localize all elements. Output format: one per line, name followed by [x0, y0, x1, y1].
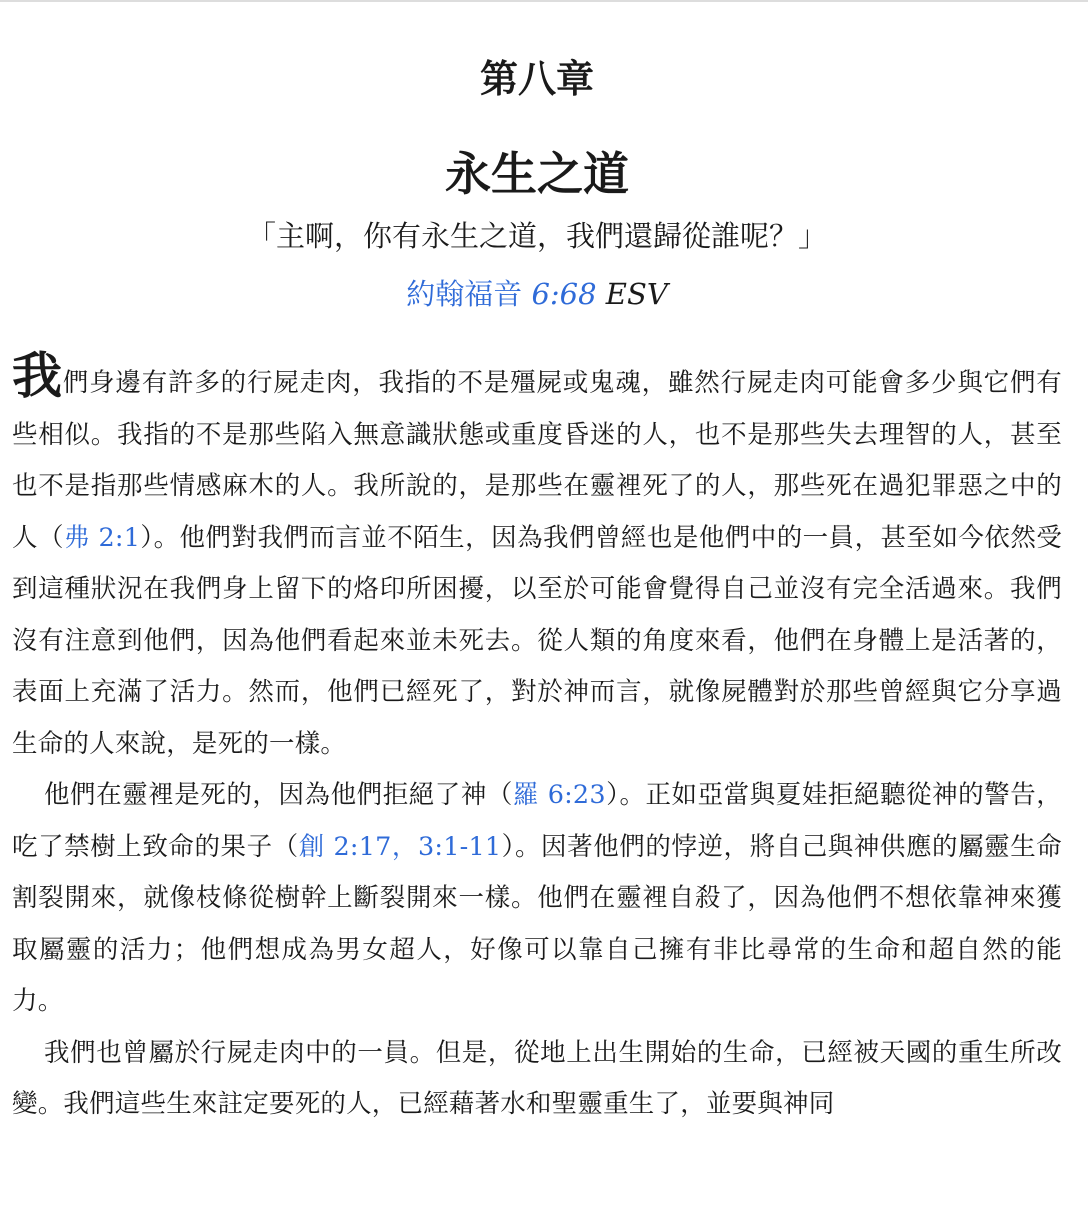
- citation-version: ESV: [605, 277, 668, 311]
- paragraph-1: [12, 347, 1063, 770]
- chapter-heading: 第八章: [479, 57, 594, 101]
- paragraph-3: 我們也曾屬於行屍走肉中的一員。但是，從地上出生開始的生命，已經被天國的重生所改變。我們這些生來註定要死的人，已經藉著水和聖靈重生了，並要與神同: [12, 1037, 1062, 1119]
- scripture-link-rom[interactable]: [513, 780, 606, 810]
- scripture-link-gen[interactable]: [299, 832, 392, 862]
- scripture-link-eph-verse: 2:1: [98, 522, 141, 553]
- citation-ref-link[interactable]: 6:68: [531, 277, 597, 311]
- paragraph-1-text-a: 們身邊有許多的行屍走肉，我指的不是殭屍或鬼魂，雖然行屍走肉可能會多少與它們有些相似。我指的不是那些陷入無意識狀態或重度昏迷的人，也不是那些失去理智的人，甚至也不是指那些情感麻木的人。我所說的，是那些在靈裡死了的人，那些死在過犯罪惡之中的人（: [12, 368, 1062, 553]
- paragraph-2-text-b: ）。正如亞當與夏娃拒絕聽從神的警告，吃了禁樹上致命的果子（: [12, 780, 1062, 862]
- citation-book-link[interactable]: 約翰福音: [406, 277, 523, 311]
- scripture-link-sep: ，: [391, 831, 418, 862]
- page: [12, 0, 1062, 1131]
- chapter-title: 永生之道: [445, 147, 629, 201]
- drop-cap: 我: [12, 347, 63, 405]
- scripture-link-eph[interactable]: [64, 523, 140, 553]
- paragraph-2-text-c: ）。因著他們的悖逆，將自己與神供應的屬靈生命割裂開來，就像枝條從樹幹上斷裂開來一樣。他們在靈裡自殺了，因為他們不想依靠神來獲取屬靈的活力；他們想成為男女超人，好像可以靠自己擁有非比尋常的生命和超自然的能力。: [12, 831, 1063, 1016]
- scripture-link-gen-2[interactable]: 3:1-11: [418, 831, 502, 862]
- scripture-link-gen-book: 創: [298, 831, 325, 862]
- epigraph-citation: [12, 274, 1062, 314]
- epigraph-quote: 「主啊，你有永生之道，我們還歸從誰呢？」: [246, 219, 827, 253]
- paragraph-1-text-b: ）。他們對我們而言並不陌生，因為我們曾經也是他們中的一員，甚至如今依然受到這種狀況在我們身上留下的烙印所困擾，以至於可能會覺得自己並沒有完全活過來。我們沒有注意到他們，因為他們看起來並未死去。從人類的角度來看，他們在身體上是活著的，表面上充滿了活力。然而，他們已經死了，對於神而言，就像屍體對於那些曾經與它分享過生命的人來說，是死的一樣。: [12, 522, 1063, 759]
- scripture-link-eph-book: 弗: [63, 522, 90, 553]
- body-text: [12, 347, 1063, 1131]
- scripture-link-gen-verse: 2:17: [333, 831, 392, 862]
- scripture-link-rom-verse: 6:23: [547, 780, 606, 810]
- paragraph-2: [12, 770, 1062, 1028]
- scripture-link-rom-book: 羅: [512, 780, 540, 810]
- paragraph-2-text-a: 他們在靈裡是死的，因為他們拒絕了神（: [44, 780, 513, 810]
